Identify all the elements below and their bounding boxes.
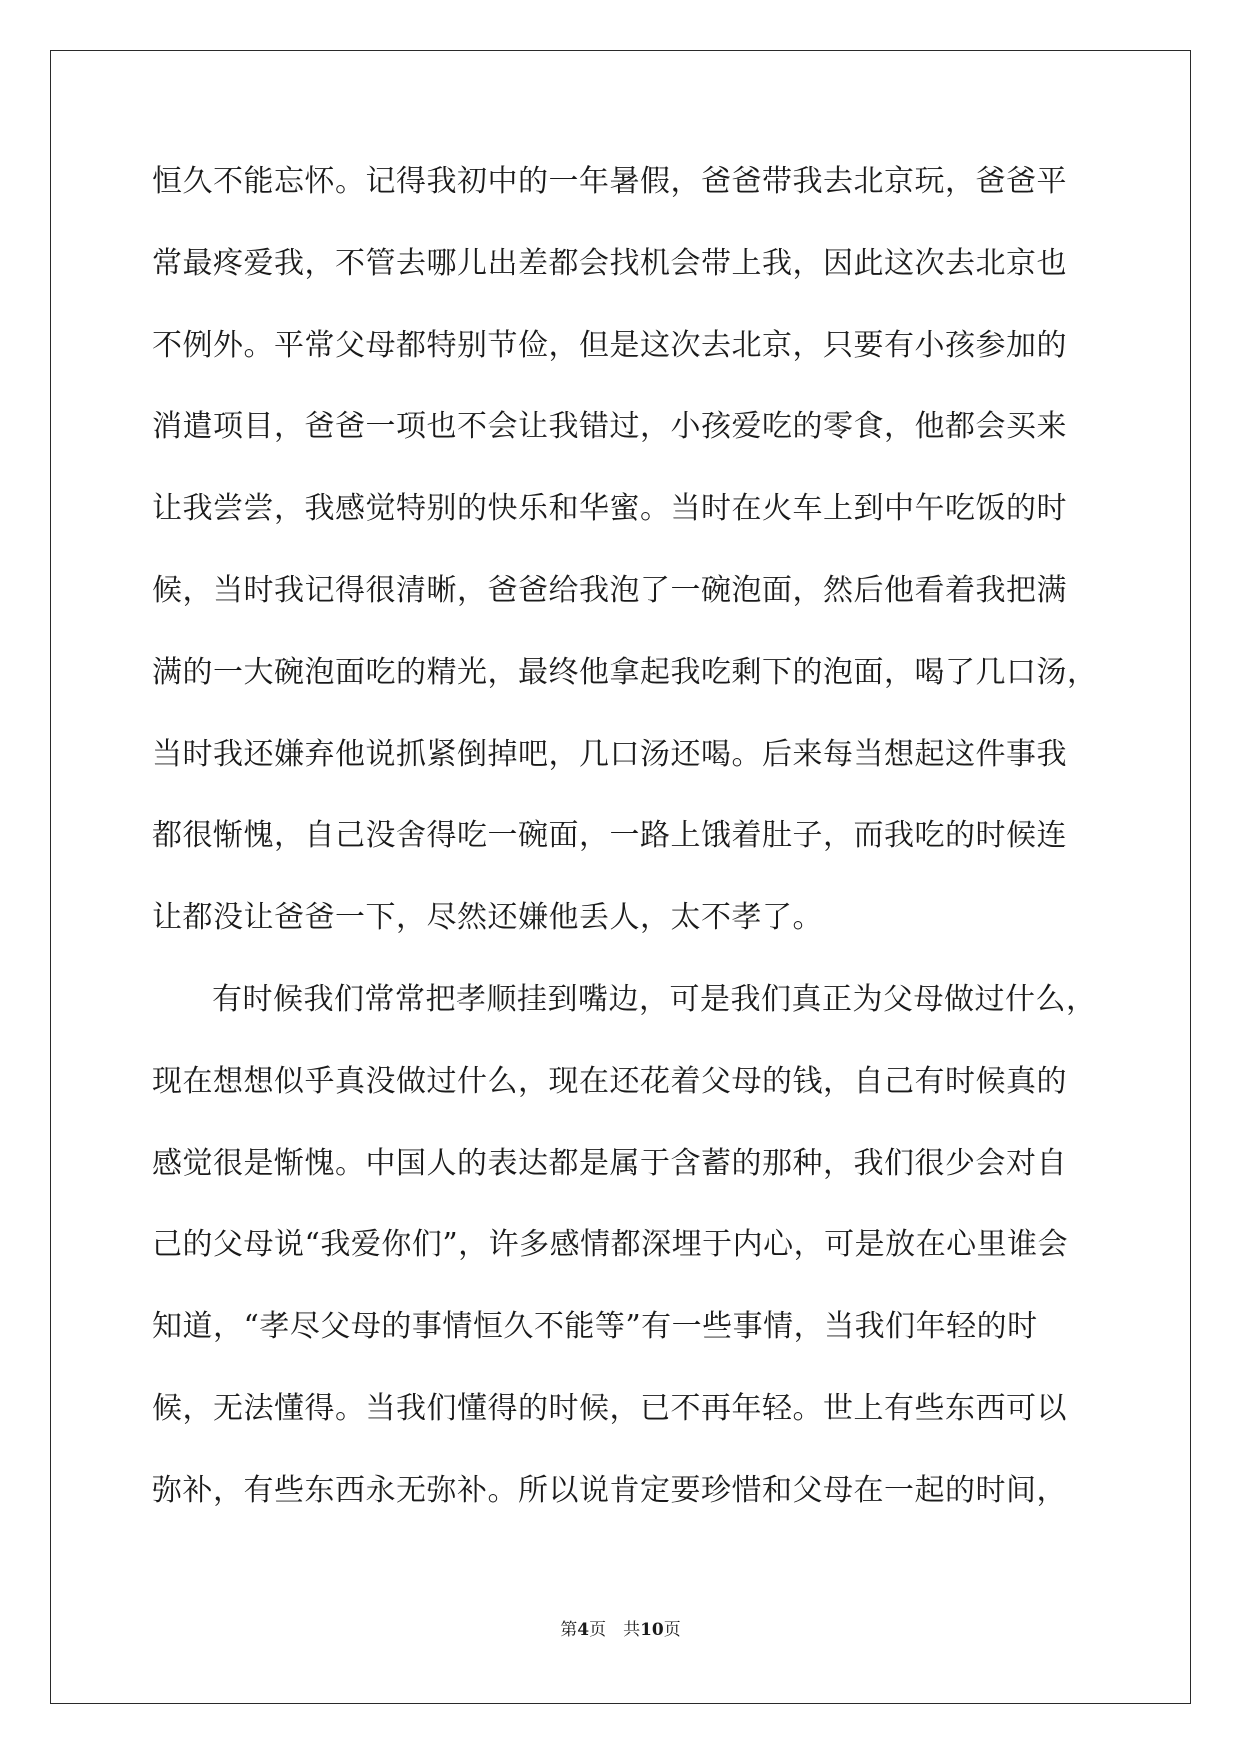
text-line: 现在想想似乎真没做过什么，现在还花着父母的钱，自己有时候真的 [152,1063,1067,1099]
text-line: 让我尝尝，我感觉特别的快乐和华蜜。当时在火车上到中午吃饭的时 [152,491,1067,527]
text-line: 候，当时我记得很清晰，爸爸给我泡了一碗泡面，然后他看着我把满 [152,572,1067,608]
text-line: 弥补，有些东西永无弥补。所以说肯定要珍惜和父母在一起的时间， [152,1472,1067,1508]
text-line: 让都没让爸爸一下，尽然还嫌他丢人，太不孝了。 [152,900,823,936]
document-body [152,162,1098,1553]
text-line: 不例外。平常父母都特别节俭，但是这次去北京，只要有小孩参加的 [152,327,1067,363]
text-line: 感觉很是惭愧。中国人的表达都是属于含蓄的那种，我们很少会对自 [152,1145,1067,1181]
text-line: 常最疼爱我，不管去哪儿出差都会找机会带上我，因此这次去北京也 [152,245,1067,281]
text-line-indented: 有时候我们常常把孝顺挂到嘴边，可是我们真正为父母做过什么， [212,981,1097,1017]
text-line: 己的父母说“我爱你们”，许多感情都深埋于内心，可是放在心里谁会 [152,1227,1069,1263]
text-line: 知道，“孝尽父母的事情恒久不能等”有一些事情，当我们年轻的时 [152,1309,1038,1345]
text-line: 恒久不能忘怀。记得我初中的一年暑假，爸爸带我去北京玩，爸爸平 [152,164,1067,199]
paragraph-1 [152,162,1098,980]
text-line: 候，无法懂得。当我们懂得的时候，已不再年轻。世上有些东西可以 [152,1390,1067,1426]
text-line: 都很惭愧，自己没舍得吃一碗面，一路上饿着肚子，而我吃的时候连 [152,818,1067,854]
footer-prefix: 第 [560,1620,578,1640]
text-line: 满的一大碗泡面吃的精光，最终他拿起我吃剩下的泡面，喝了几口汤， [152,654,1098,690]
footer-suffix: 页 [663,1620,681,1640]
text-line: 消遣项目，爸爸一项也不会让我错过，小孩爱吃的零食，他都会买来 [152,409,1067,445]
total-pages-number: 10 [640,1620,664,1640]
page-footer [0,1618,1241,1642]
paragraph-2 [152,980,1097,1553]
text-line: 当时我还嫌弃他说抓紧倒掉吧，几口汤还喝。后来每当想起这件事我 [152,736,1067,772]
current-page-number: 4 [577,1620,590,1640]
footer-mid: 页 共 [589,1620,641,1640]
